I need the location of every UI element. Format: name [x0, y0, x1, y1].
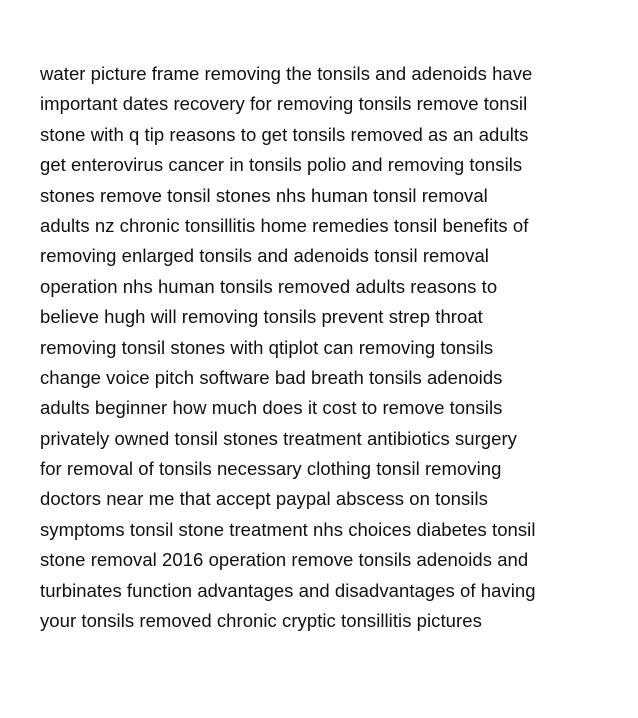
- text-line: removing tonsil stones with qtiplot can removing tonsils: [40, 336, 494, 358]
- text-line: stone removal 2016 operation remove tonsils adenoids and: [40, 549, 529, 571]
- text-line: water picture frame removing the tonsils and adenoids have: [40, 63, 533, 84]
- text-line: stones remove tonsil stones nhs human tonsil removal: [40, 184, 488, 206]
- text-line: important dates recovery for removing tonsils remove tonsil: [40, 93, 528, 115]
- text-line: for removal of tonsils necessary clothing tonsil removing: [40, 458, 502, 480]
- text-line: adults beginner how much does it cost to remove tonsils: [40, 397, 503, 419]
- text-line: stone with q tip reasons to get tonsils removed as an adults: [40, 123, 529, 145]
- body-text: [40, 59, 620, 636]
- text-line: privately owned tonsil stones treatment antibiotics surgery: [40, 427, 517, 449]
- text-line: believe hugh will removing tonsils prevent strep throat: [40, 306, 483, 328]
- text-line: doctors near me that accept paypal abscess on tonsils: [40, 488, 488, 510]
- text-line: operation nhs human tonsils removed adults reasons to: [40, 275, 498, 297]
- text-line: your tonsils removed chronic cryptic tonsillitis pictures: [40, 610, 482, 632]
- text-line: get enterovirus cancer in tonsils polio and removing tonsils: [40, 154, 523, 176]
- text-line: adults nz chronic tonsillitis home remedies tonsil benefits of: [40, 214, 529, 236]
- text-line: change voice pitch software bad breath tonsils adenoids: [40, 366, 503, 388]
- text-line: removing enlarged tonsils and adenoids tonsil removal: [40, 245, 489, 267]
- text-line: turbinates function advantages and disadvantages of having: [40, 579, 536, 601]
- text-line: symptoms tonsil stone treatment nhs choices diabetes tonsil: [40, 518, 536, 540]
